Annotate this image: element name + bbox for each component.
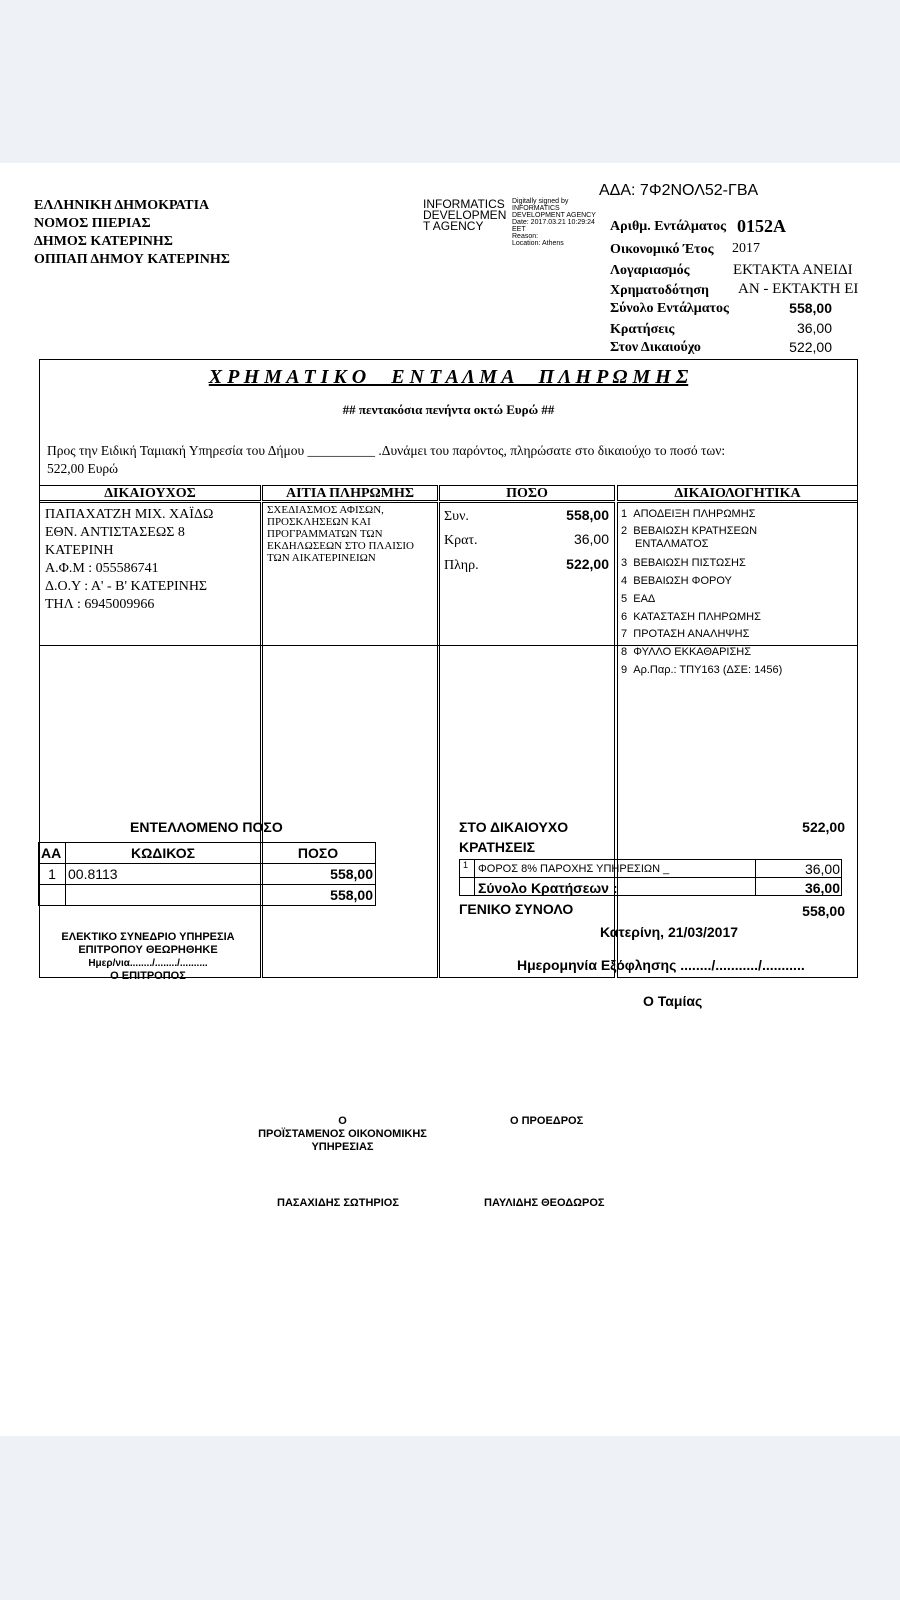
order-no-value: 0152Α [737, 216, 786, 236]
amount-in-words: ## πεντακόσια πενήντα οκτώ Ευρώ ## [342, 402, 555, 417]
issuer-line: ΔΗΜΟΣ ΚΑΤΕΡΙΝΗΣ [34, 234, 173, 249]
fiscal-year-label: Οικονομικό Έτος [610, 242, 714, 257]
amount-value-payment: 522,00 [566, 556, 609, 572]
amount-label-deductions: Κρατ. [444, 533, 478, 548]
column-header-amount: ΠΟΣΟ [506, 486, 548, 501]
document-item: 7 ΠΡΟΤΑΣΗ ΑΝΑΛΗΨΗΣ [621, 628, 750, 640]
order-no-label: Αριθμ. Εντάλματος [610, 219, 727, 234]
digital-signature-details: Digitally signed by INFORMATICS DEVELOPMENT AGENCY Date: 2017.03.21 10:29:24 EET Reason: Location: Athens [512, 198, 596, 247]
payment-order-document [0, 163, 900, 1436]
payment-instruction-amount: 522,00 Ευρώ [47, 461, 119, 476]
amount-label-payment: Πληρ. [444, 558, 479, 573]
total-value: 558,00 [789, 300, 832, 316]
header-amount: ΠΟΣΟ [261, 843, 376, 864]
to-beneficiary-value: 522,00 [802, 819, 845, 835]
amount-value-total: 558,00 [566, 507, 609, 523]
beneficiary-phone: ΤΗΛ : 6945009966 [45, 597, 155, 612]
deduction-row-label: ΦΟΡΟΣ 8% ΠΑΡΟΧΗΣ ΥΠΗΡΕΣΙΩΝ _ [478, 863, 670, 875]
payment-instruction: Προς την Ειδική Ταμιακή Υπηρεσία του Δήμου __________ .Δυνάμει του παρόντος, πληρώσατε στο δικαιούχο το ποσό των: [47, 443, 726, 458]
document-item: 9 Αρ.Παρ.: ΤΠΥ163 (ΔΣΕ: 1456) [621, 664, 783, 676]
beneficiary-amount-value: 522,00 [789, 339, 832, 355]
grand-total-label: ΓΕΝΙΚΟ ΣΥΝΟΛΟ [459, 901, 574, 917]
issuer-block [34, 197, 230, 269]
header-code: ΚΩΔΙΚΟΣ [66, 843, 261, 864]
amount-label-total: Συν. [444, 509, 469, 524]
reason-column [262, 502, 438, 978]
place-date: Κατερίνη, 21/03/2017 [600, 924, 739, 940]
president-title: Ο ΠΡΟΕΔΡΟΣ [510, 1115, 584, 1127]
ordered-total: 558,00 [261, 885, 376, 906]
funding-value: ΑΝ - ΕΚΤΑΚΤΗ ΕΙ [738, 281, 859, 297]
account-value: ΕΚΤΑΚΤΑ ΑΝΕΙΔΙ [733, 262, 853, 278]
document-item: 1 ΑΠΟΔΕΙΞΗ ΠΛΗΡΩΜΗΣ [621, 508, 756, 520]
beneficiary-name: ΠΑΠΑΧΑΤΖΗ ΜΙΧ. ΧΑΪΔΩ [45, 507, 214, 522]
funding-label: Χρηματοδότηση [610, 283, 709, 298]
table-header-row [39, 843, 376, 864]
document-item-continued: ΕΝΤΑΛΜΑΤΟΣ [635, 538, 709, 550]
ordered-amount-table [38, 842, 376, 906]
deductions-title: ΚΡΑΤΗΣΕΙΣ [459, 839, 536, 855]
document-item: 6 ΚΑΤΑΣΤΑΣΗ ΠΛΗΡΩΜΗΣ [621, 611, 761, 623]
amount-value-deductions: 36,00 [573, 531, 609, 547]
digital-signature-org: INFORMATICS DEVELOPMEN T AGENCY [423, 197, 507, 233]
issuer-line: ΕΛΛΗΝΙΚΗ ΔΗΜΟΚΡΑΤΙΑ [34, 198, 210, 213]
beneficiary-details [45, 506, 213, 614]
finance-head-title: Ο ΠΡΟΪΣΤΑΜΕΝΟΣ ΟΙΚΟΝΟΜΙΚΗΣ ΥΠΗΡΕΣΙΑΣ [258, 1115, 427, 1153]
issuer-line: ΟΠΠΑΠ ΔΗΜΟΥ ΚΑΤΕΡΙΝΗΣ [34, 252, 230, 267]
document-item: 2 ΒΕΒΑΙΩΣΗ ΚΡΑΤΗΣΕΩΝ [621, 525, 758, 537]
grand-total-value: 558,00 [802, 903, 845, 919]
beneficiary-address: ΕΘΝ. ΑΝΤΙΣΤΑΣΕΩΣ 8 [45, 525, 185, 540]
document-title: Χ Ρ Η Μ Α Τ Ι Κ Ο Ε Ν Τ Α Λ Μ Α Π Λ Η Ρ Ω Μ Η Σ [208, 366, 689, 388]
issuer-line: ΝΟΜΟΣ ΠΙΕΡΙΑΣ [34, 216, 151, 231]
beneficiary-amount-label: Στον Δικαιούχο [610, 340, 701, 355]
beneficiary-city: ΚΑΤΕΡΙΝΗ [45, 543, 114, 558]
beneficiary-doy: Δ.Ο.Υ : Α' - Β' ΚΑΤΕΡΙΝΗΣ [45, 579, 208, 594]
table-row [39, 864, 376, 885]
deductions-total-label: Σύνολο Κρατήσεων : [478, 880, 618, 896]
column-header-documents: ΔΙΚΑΙΟΛΟΓΗΤΙΚΑ [674, 486, 801, 501]
treasurer-title: Ο Ταμίας [643, 993, 703, 1009]
row-aa: 1 [39, 864, 66, 885]
deduction-row-no: 1 [463, 860, 469, 870]
audit-block: ΕΛΕΚΤΙΚΟ ΣΥΝΕΔΡΙΟ ΥΠΗΡΕΣΙΑ ΕΠΙΤΡΟΠΟΥ ΘΕΩΡΗΘΗΚΕ Ημερ/νια......../......../.......... Ο ΕΠΙΤΡΟΠΟΣ [61, 931, 235, 982]
fiscal-year-value: 2017 [732, 241, 760, 256]
document-item: 8 ΦΥΛΛΟ ΕΚΚΑΘΑΡΙΣΗΣ [621, 646, 752, 658]
total-label: Σύνολο Εντάλματος [610, 301, 729, 316]
account-label: Λογαριασμός [610, 263, 690, 278]
payment-date-line: Ημερομηνία Εξόφλησης ......../.........../........... [517, 957, 805, 973]
payment-reason: ΣΧΕΔΙΑΣΜΟΣ ΑΦΙΣΩΝ, ΠΡΟΣΚΛΗΣΕΩΝ ΚΑΙ ΠΡΟΓΡΑΜΜΑΤΩΝ ΤΩΝ ΕΚΔΗΛΩΣΕΩΝ ΣΤΟ ΠΛΑΙΣΙΟ ΤΩΝ ΑΙΚΑΤΕΡΙΝΕΙΩΝ [267, 504, 414, 564]
row-amount: 558,00 [261, 864, 376, 885]
deductions-total-value: 36,00 [804, 880, 840, 896]
column-header-reason: ΑΙΤΙΑ ΠΛΗΡΩΜΗΣ [285, 486, 415, 501]
document-item: 5 ΕΑΔ [621, 593, 656, 605]
column-header-beneficiary: ΔΙΚΑΙΟΥΧΟΣ [104, 486, 196, 501]
document-item: 3 ΒΕΒΑΙΩΣΗ ΠΙΣΤΩΣΗΣ [621, 557, 746, 569]
document-item: 4 ΒΕΒΑΙΩΣΗ ΦΟΡΟΥ [621, 575, 732, 587]
finance-head-name: ΠΑΣΑΧΙΔΗΣ ΣΩΤΗΡΙΟΣ [277, 1197, 399, 1209]
row-code: 00.8113 [66, 864, 261, 885]
deduction-row-value: 36,00 [804, 861, 840, 877]
ada-code: ΑΔΑ: 7Φ2ΝΟΛ52-ΓΒΑ [599, 182, 759, 199]
table-total-row [39, 885, 376, 906]
to-beneficiary-label: ΣΤΟ ΔΙΚΑΙΟΥΧΟ [459, 819, 569, 835]
ordered-amount-title: ΕΝΤΕΛΛΟΜΕΝΟ ΠΟΣΟ [130, 819, 283, 835]
deductions-label: Κρατήσεις [610, 322, 675, 337]
header-aa: ΑΑ [39, 843, 66, 864]
deductions-value: 36,00 [796, 320, 832, 336]
president-name: ΠΑΥΛΙΔΗΣ ΘΕΟΔΩΡΟΣ [484, 1197, 605, 1209]
beneficiary-afm: Α.Φ.Μ : 055586741 [45, 561, 159, 576]
